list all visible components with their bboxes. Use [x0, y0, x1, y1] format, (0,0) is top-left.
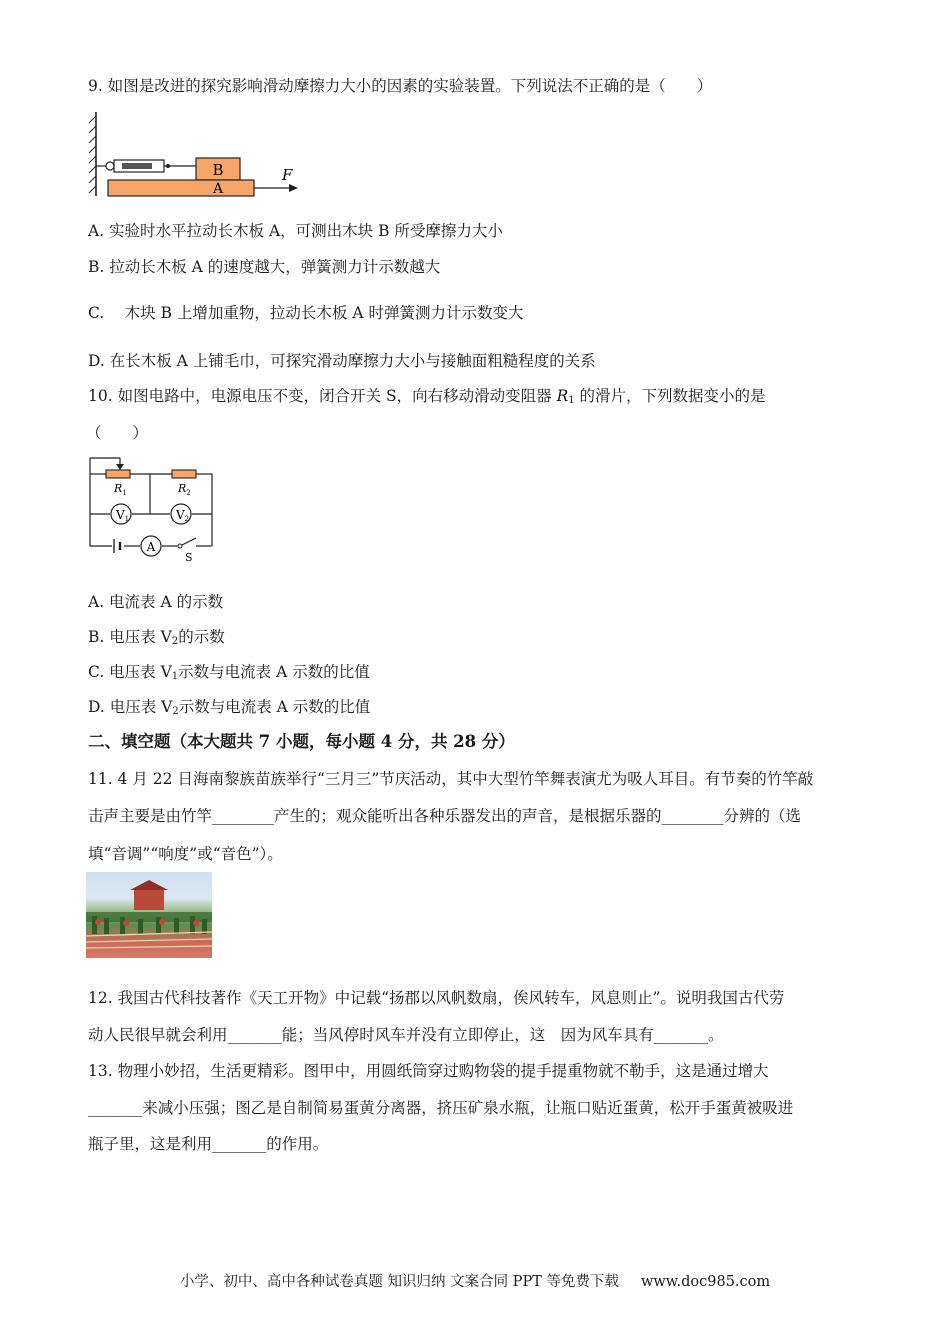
svg-text:R2: $R_2$	[178, 482, 191, 497]
q12-line-2: 动人民很早就会利用_______能；当风停时风车并没有立即停止，这 因为风车具有_______。	[88, 1026, 724, 1044]
q10-option-c: C. 电压表 $V_1$示数与电流表 A 示数的比值	[88, 663, 370, 682]
circuit-diagram	[86, 452, 218, 564]
resistor-r2	[172, 470, 196, 478]
q10-option-d: D. 电压表 $V_2$示数与电流表 A 示数的比值	[88, 698, 371, 717]
friction-apparatus-figure	[86, 108, 306, 200]
q9-option-b: B. 拉动长木板 A 的速度越大，弹簧测力计示数越大	[88, 258, 441, 276]
svg-text:V1: V1	[116, 508, 130, 523]
q13-line-2: _______来减小压强；图乙是自制简易蛋黄分离器，挤压矿泉水瓶，让瓶口贴近蛋黄，松开手蛋黄被吸进	[88, 1099, 794, 1117]
q13-line-1: 13. 物理小妙招，生活更精彩。图甲中，用圆纸筒穿过购物袋的提手提重物就不勒手，这是通过增大	[88, 1062, 769, 1080]
q9-option-d: D. 在长木板 A 上铺毛巾，可探究滑动摩擦力大小与接触面粗糙程度的关系	[88, 352, 596, 370]
bamboo-dance-photo	[86, 872, 212, 958]
q11-line-1: 11. 4 月 22 日海南黎族苗族举行“三月三”节庆活动，其中大型竹竿舞表演尤为吸人耳目。有节奏的竹竿敲	[88, 770, 814, 788]
svg-text:R1: $R_1$	[114, 482, 127, 497]
section-heading: 二、填空题（本大题共 7 小题，每小题 4 分，共 28 分）	[88, 732, 515, 751]
q9-option-a: A. 实验时水平拉动长木板 A，可测出木块 B 所受摩擦力大小	[88, 222, 503, 240]
svg-text:S: S	[185, 551, 193, 564]
q9-option-c: C. 木块 B 上增加重物，拉动长木板 A 时弹簧测力计示数变大	[88, 304, 524, 322]
q12-line-1: 12. 我国古代科技著作《天工开物》中记载“扬郡以风帆数扇，俟风转车，风息则止”。说明我国古代劳	[88, 989, 785, 1007]
q9-stem: 9. 如图是改进的探究影响滑动摩擦力大小的因素的实验装置。下列说法不正确的是（ ）	[88, 77, 713, 95]
resistor-r1	[106, 470, 130, 478]
svg-text:A: A	[146, 540, 156, 554]
svg-text:V2: V2	[176, 508, 190, 523]
q11-line-2: 击声主要是由竹竿________产生的；观众能听出各种乐器发出的声音，是根据乐器的________分辨的（选	[88, 807, 802, 825]
q10-option-a: A. 电流表 A 的示数	[88, 593, 224, 611]
footer-text: 小学、初中、高中各种试卷真题 知识归纳 文案合同 PPT 等免费下载	[179, 1274, 619, 1290]
force-label: F	[282, 166, 293, 184]
q10-answer-paren: （ ）	[86, 424, 149, 442]
q10-stem: 10. 如图电路中，电源电压不变，闭合开关 S，向右移动滑动变阻器 $R_1$ 的滑片，下列数据变小的是	[88, 387, 766, 406]
q13-line-3: 瓶子里，这是利用_______的作用。	[88, 1135, 329, 1153]
footer-url[interactable]: www.doc985.com	[640, 1274, 771, 1290]
board-a	[108, 180, 254, 196]
q10-option-b: B. 电压表 $V_2$的示数	[88, 628, 225, 647]
board-a-label: A	[212, 181, 224, 197]
q11-line-3: 填“音调”“响度”或“音色”）。	[88, 845, 283, 863]
block-b-label: B	[212, 161, 224, 179]
page-footer	[0, 1270, 950, 1291]
switch-s	[178, 544, 182, 548]
